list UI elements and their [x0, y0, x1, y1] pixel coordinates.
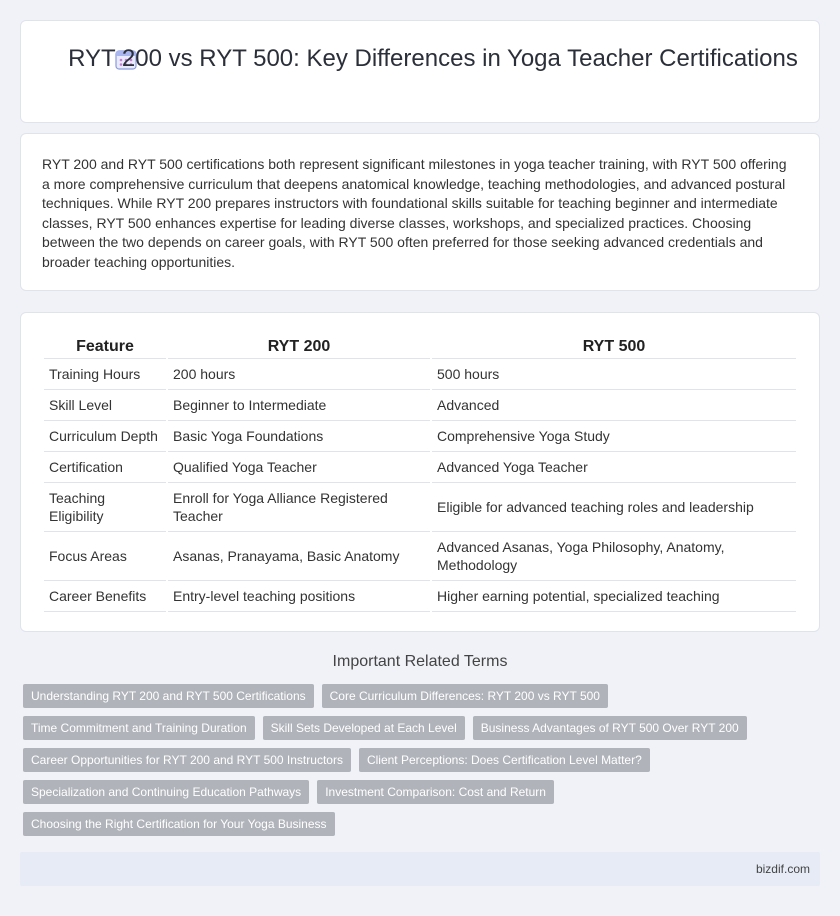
ryt-500-cell: Advanced Yoga Teacher: [432, 452, 796, 483]
ryt-200-cell: Asanas, Pranayama, Basic Anatomy: [168, 532, 430, 581]
table-row: [44, 452, 796, 483]
feature-cell: Certification: [44, 452, 166, 483]
ryt-200-cell: Qualified Yoga Teacher: [168, 452, 430, 483]
feature-cell: Skill Level: [44, 390, 166, 421]
footer-site-link[interactable]: bizdif.com: [755, 862, 810, 876]
related-term-tag[interactable]: Skill Sets Developed at Each Level: [263, 716, 465, 740]
ryt-200-cell: 200 hours: [168, 359, 430, 390]
ryt-200-cell: Basic Yoga Foundations: [168, 421, 430, 452]
related-term-tag[interactable]: Understanding RYT 200 and RYT 500 Certifications: [23, 684, 314, 708]
table-header-row: [44, 335, 796, 359]
header-feature: Feature: [44, 335, 166, 359]
ryt-500-cell: Advanced Asanas, Yoga Philosophy, Anatomy, Methodology: [432, 532, 796, 581]
header-ryt-500: RYT 500: [432, 335, 796, 359]
table-row: [44, 390, 796, 421]
ryt-500-cell: Advanced: [432, 390, 796, 421]
ryt-500-cell: Eligible for advanced teaching roles and leadership: [432, 483, 796, 532]
intro-card: [20, 133, 820, 291]
related-term-tag[interactable]: Specialization and Continuing Education Pathways: [23, 780, 309, 804]
header-ryt-200: RYT 200: [168, 335, 430, 359]
related-term-tag[interactable]: Client Perceptions: Does Certification Level Matter?: [359, 748, 650, 772]
ryt-200-cell: Entry-level teaching positions: [168, 581, 430, 612]
related-terms-heading: Important Related Terms: [332, 653, 508, 670]
comparison-table-card: [20, 312, 820, 632]
table-row: [44, 421, 796, 452]
page-title: RYT 200 vs RYT 500: Key Differences in Yoga Teacher Certifications: [68, 45, 798, 72]
table-row: [44, 532, 796, 581]
ryt-200-cell: Beginner to Intermediate: [168, 390, 430, 421]
related-terms-list: [23, 684, 783, 836]
related-term-tag[interactable]: Career Opportunities for RYT 200 and RYT 500 Instructors: [23, 748, 351, 772]
related-term-tag[interactable]: Time Commitment and Training Duration: [23, 716, 255, 740]
related-term-tag[interactable]: Investment Comparison: Cost and Return: [317, 780, 554, 804]
comparison-table: [42, 335, 798, 612]
related-term-tag[interactable]: Core Curriculum Differences: RYT 200 vs RYT 500: [322, 684, 608, 708]
feature-cell: Career Benefits: [44, 581, 166, 612]
feature-cell: Teaching Eligibility: [44, 483, 166, 532]
related-term-tag[interactable]: Business Advantages of RYT 500 Over RYT 200: [473, 716, 747, 740]
ryt-500-cell: Higher earning potential, specialized teaching: [432, 581, 796, 612]
feature-cell: Training Hours: [44, 359, 166, 390]
feature-cell: Curriculum Depth: [44, 421, 166, 452]
table-row: [44, 483, 796, 532]
feature-cell: Focus Areas: [44, 532, 166, 581]
table-row: [44, 581, 796, 612]
ryt-500-cell: Comprehensive Yoga Study: [432, 421, 796, 452]
related-term-tag[interactable]: Choosing the Right Certification for Your Yoga Business: [23, 812, 335, 836]
ryt-200-cell: Enroll for Yoga Alliance Registered Teacher: [168, 483, 430, 532]
title-card: [20, 20, 820, 123]
footer: [20, 852, 820, 886]
ryt-500-cell: 500 hours: [432, 359, 796, 390]
table-row: [44, 359, 796, 390]
intro-paragraph: RYT 200 and RYT 500 certifications both represent significant milestones in yoga teacher training, with RYT 500 offering a more comprehensive curriculum that deepens anatomical knowledge, teaching methodologies, and advanced postural techniques. While RYT 200 prepares instructors with foundational skills suitable for teaching beginner and intermediate classes, RYT 500 enhances expertise for leading diverse classes, workshops, and specialized practices. Choosing between the two depends on career goals, with RYT 500 often preferred for those seeking advanced credentials and broader teaching opportunities.: [42, 156, 787, 270]
